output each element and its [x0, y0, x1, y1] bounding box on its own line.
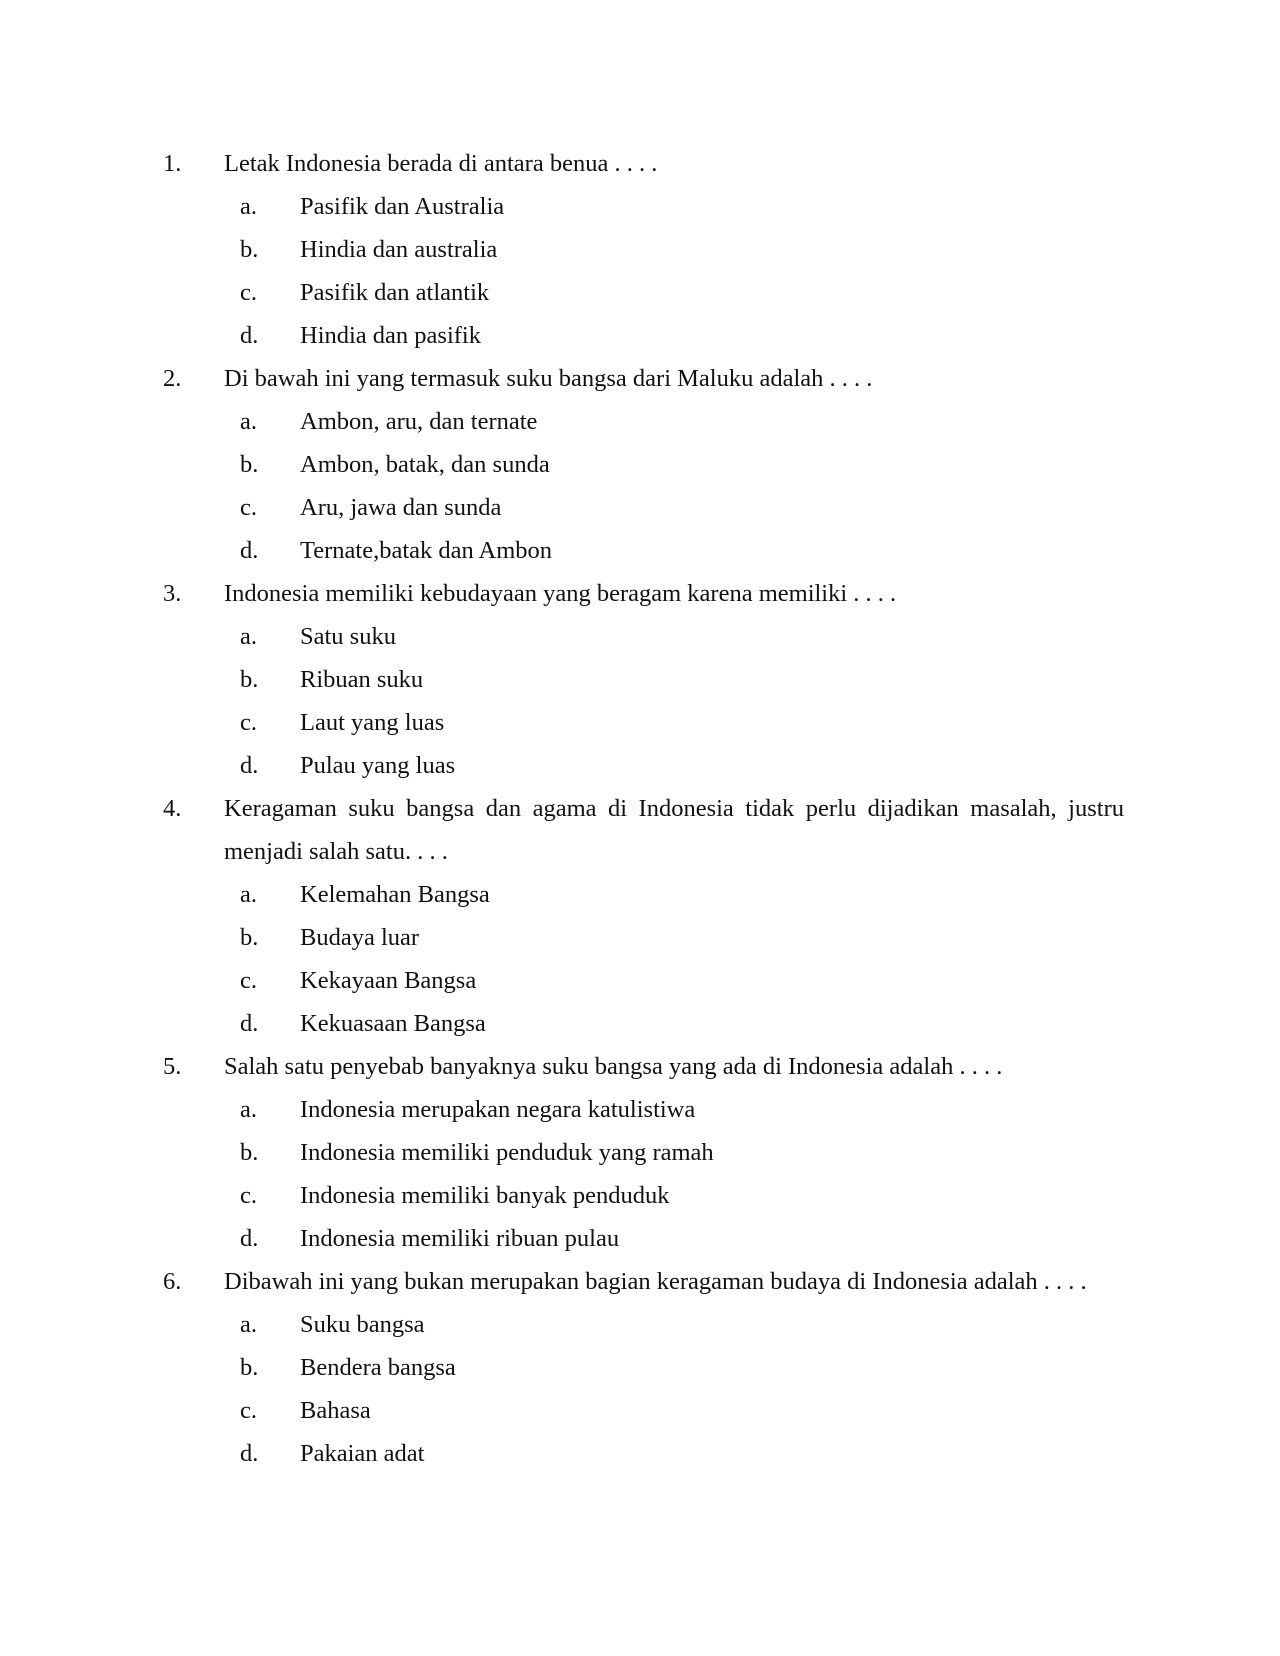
option-b	[0, 443, 1280, 486]
option-b	[0, 1131, 1280, 1174]
question-text: Di bawah ini yang termasuk suku bangsa dari Maluku adalah . . . .	[224, 365, 873, 392]
question-number: 1.	[163, 150, 182, 177]
option-text: Kekuasaan Bangsa	[300, 1010, 486, 1037]
option-letter: c.	[240, 1397, 257, 1424]
option-c	[0, 959, 1280, 1002]
option-text: Aru, jawa dan sunda	[300, 494, 502, 521]
question-text: Salah satu penyebab banyaknya suku bangsa yang ada di Indonesia adalah . . . .	[224, 1053, 1003, 1080]
option-text: Pulau yang luas	[300, 752, 456, 779]
option-letter: d.	[240, 1440, 259, 1467]
option-letter: b.	[240, 924, 259, 951]
option-letter: c.	[240, 967, 257, 994]
option-c	[0, 271, 1280, 314]
option-b	[0, 658, 1280, 701]
option-letter: b.	[240, 236, 259, 263]
option-letter: a.	[240, 881, 257, 908]
question-2	[0, 357, 1280, 572]
option-text: Indonesia memiliki banyak penduduk	[300, 1182, 670, 1209]
question-6	[0, 1260, 1280, 1475]
option-letter: a.	[240, 408, 257, 435]
option-letter: c.	[240, 494, 257, 521]
question-text: Dibawah ini yang bukan merupakan bagian keragaman budaya di Indonesia adalah . . . .	[224, 1268, 1087, 1295]
option-letter: a.	[240, 193, 257, 220]
option-text: Indonesia merupakan negara katulistiwa	[300, 1096, 696, 1123]
question-4	[0, 787, 1280, 1045]
option-letter: b.	[240, 1354, 259, 1381]
option-letter: a.	[240, 623, 257, 650]
option-c	[0, 1389, 1280, 1432]
option-letter: c.	[240, 279, 257, 306]
question-5	[0, 1045, 1280, 1260]
question-3	[0, 572, 1280, 787]
option-letter: b.	[240, 451, 259, 478]
question-number: 4.	[163, 795, 182, 822]
option-text: Pasifik dan Australia	[300, 193, 505, 220]
option-c	[0, 701, 1280, 744]
option-text: Ambon, batak, dan sunda	[300, 451, 550, 478]
option-d	[0, 314, 1280, 357]
question-text-continued: menjadi salah satu. . . .	[224, 838, 448, 865]
question-1	[0, 142, 1280, 357]
option-text: Ambon, aru, dan ternate	[300, 408, 538, 435]
option-text: Budaya luar	[300, 924, 420, 951]
option-letter: a.	[240, 1311, 257, 1338]
question-list	[0, 142, 1280, 1475]
option-text: Bendera bangsa	[300, 1354, 456, 1381]
question-stem	[0, 787, 1280, 830]
option-letter: b.	[240, 666, 259, 693]
option-text: Suku bangsa	[300, 1311, 425, 1338]
question-text: Letak Indonesia berada di antara benua . . . .	[224, 150, 658, 177]
option-text: Kekayaan Bangsa	[300, 967, 477, 994]
option-d	[0, 1002, 1280, 1045]
option-c	[0, 486, 1280, 529]
question-text: Keragaman suku bangsa dan agama di Indonesia tidak perlu dijadikan masalah, justru	[224, 795, 1124, 822]
option-a	[0, 615, 1280, 658]
option-c	[0, 1174, 1280, 1217]
option-letter: d.	[240, 1010, 259, 1037]
option-d	[0, 1432, 1280, 1475]
question-stem	[0, 1260, 1280, 1303]
option-letter: a.	[240, 1096, 257, 1123]
option-text: Pasifik dan atlantik	[300, 279, 490, 306]
option-text: Laut yang luas	[300, 709, 445, 736]
option-letter: c.	[240, 1182, 257, 1209]
option-text: Pakaian adat	[300, 1440, 425, 1467]
option-text: Bahasa	[300, 1397, 371, 1424]
option-text: Ribuan suku	[300, 666, 424, 693]
option-text: Satu suku	[300, 623, 396, 650]
option-letter: d.	[240, 752, 259, 779]
option-a	[0, 873, 1280, 916]
question-number: 6.	[163, 1268, 182, 1295]
question-number: 5.	[163, 1053, 182, 1080]
question-stem	[0, 1045, 1280, 1088]
option-a	[0, 1303, 1280, 1346]
question-stem	[0, 572, 1280, 615]
option-letter: d.	[240, 322, 259, 349]
option-text: Kelemahan Bangsa	[300, 881, 490, 908]
option-b	[0, 916, 1280, 959]
option-text: Hindia dan pasifik	[300, 322, 481, 349]
question-number: 2.	[163, 365, 182, 392]
option-text: Hindia dan australia	[300, 236, 498, 263]
option-letter: d.	[240, 537, 259, 564]
question-stem	[0, 142, 1280, 185]
option-d	[0, 529, 1280, 572]
option-b	[0, 228, 1280, 271]
option-a	[0, 400, 1280, 443]
option-text: Indonesia memiliki penduduk yang ramah	[300, 1139, 714, 1166]
option-letter: c.	[240, 709, 257, 736]
option-b	[0, 1346, 1280, 1389]
option-text: Ternate,batak dan Ambon	[300, 537, 553, 564]
question-number: 3.	[163, 580, 182, 607]
option-d	[0, 744, 1280, 787]
question-stem-continued	[0, 830, 1280, 873]
option-letter: b.	[240, 1139, 259, 1166]
option-letter: d.	[240, 1225, 259, 1252]
option-a	[0, 185, 1280, 228]
option-text: Indonesia memiliki ribuan pulau	[300, 1225, 620, 1252]
question-stem	[0, 357, 1280, 400]
question-text: Indonesia memiliki kebudayaan yang beragam karena memiliki . . . .	[224, 580, 897, 607]
option-a	[0, 1088, 1280, 1131]
option-d	[0, 1217, 1280, 1260]
